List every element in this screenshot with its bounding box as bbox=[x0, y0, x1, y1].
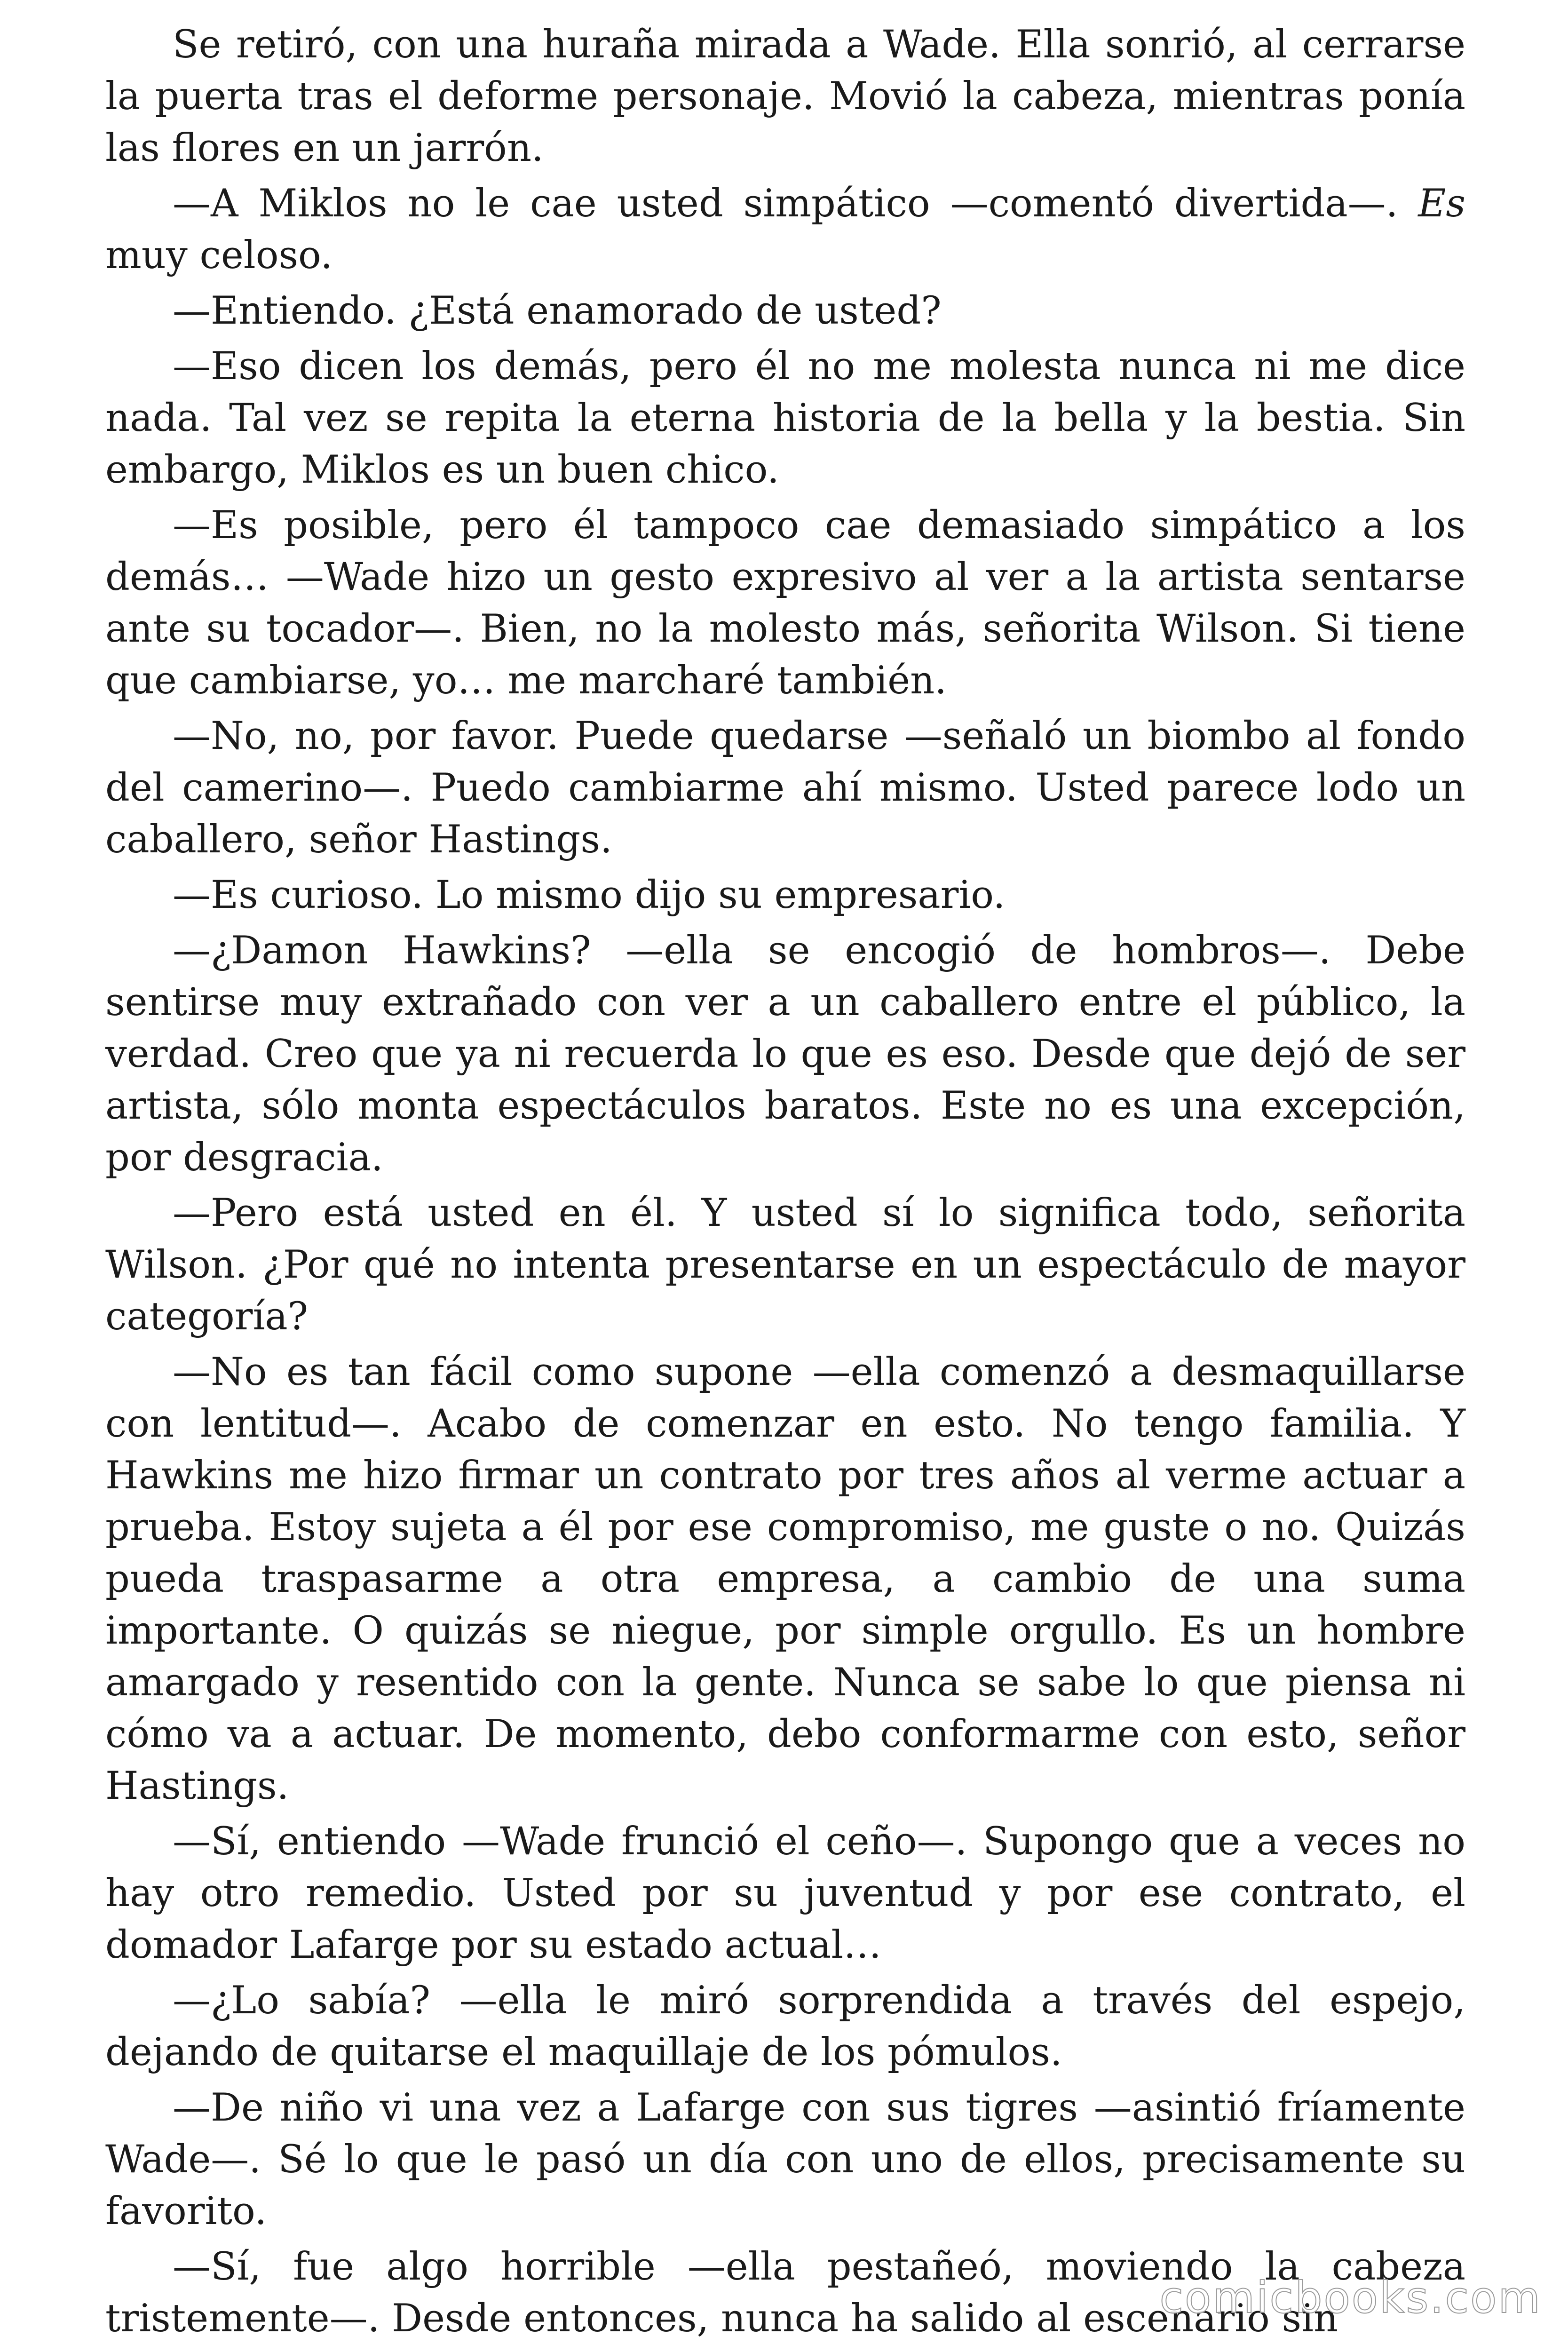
paragraph-9: —Pero está usted en él. Y usted sí lo significa todo, señorita Wilson. ¿Por qué no intenta presentarse en un espectáculo de mayor categoría? bbox=[105, 1191, 1465, 1339]
paragraph-4: —Eso dicen los demás, pero él no me molesta nunca ni me dice nada. Tal vez se repita la eterna historia de la bella y la bestia. Sin embargo, Miklos es un buen chico. bbox=[105, 344, 1465, 492]
paragraph-12: —¿Lo sabía? —ella le miró sorprendida a través del espejo, dejando de quitarse el maquillaje de los pómulos. bbox=[105, 1979, 1465, 2074]
paragraph-11: —Sí, entiendo —Wade frunció el ceño—. Supongo que a veces no hay otro remedio. Usted por su juventud y por ese contrato, el domador Lafarge por su estado actual… bbox=[105, 1820, 1465, 1967]
watermark: comicbooks.com bbox=[1159, 2273, 1542, 2323]
paragraph-2 bbox=[105, 178, 1465, 281]
paragraph-7: —Es curioso. Lo mismo dijo su empresario. bbox=[173, 873, 1006, 917]
paragraph-2-dialogue: —A Miklos no le cae usted simpático —comentó divertida—. bbox=[173, 182, 1418, 226]
paragraph-13: —De niño vi una vez a Lafarge con sus tigres —asintió fríamente Wade—. Sé lo que le pasó un día con uno de ellos, precisamente su favorito. bbox=[105, 2086, 1465, 2233]
paragraph-6: —No, no, por favor. Puede quedarse —señaló un biombo al fondo del camerino—. Puedo cambiarme ahí mismo. Usted parece lodo un caballero, señor Hastings. bbox=[105, 714, 1465, 862]
paragraph-5: —Es posible, pero él tampoco cae demasiado simpático a los demás… —Wade hizo un gesto expresivo al ver a la artista sentarse ante su tocador—. Bien, no la molesto más, señorita Wilson. Si tiene que cambiarse, yo… me marcharé también. bbox=[105, 503, 1465, 703]
paragraph-14: —Sí, fue algo horrible —ella pestañeó, moviendo la cabeza tristemente—. Desde entonces, nunca ha salido al escenario sin bbox=[105, 2245, 1465, 2341]
paragraph-2-emphasis: Es bbox=[1418, 182, 1465, 226]
book-page-text bbox=[105, 19, 1465, 2344]
paragraph-3: —Entiendo. ¿Está enamorado de usted? bbox=[173, 289, 942, 333]
paragraph-8: —¿Damon Hawkins? —ella se encogió de hombros—. Debe sentirse muy extrañado con ver a un caballero entre el público, la verdad. Creo que ya ni recuerda lo que es eso. Desde que dejó de ser artista, sólo monta espectáculos baratos. Este no es una excepción, por desgracia. bbox=[105, 929, 1465, 1180]
paragraph-2-tail: muy celoso. bbox=[105, 233, 333, 278]
paragraph-1: Se retiró, con una huraña mirada a Wade. Ella sonrió, al cerrarse la puerta tras el deforme personaje. Movió la cabeza, mientras ponía las flores en un jarrón. bbox=[105, 23, 1465, 170]
paragraph-10: —No es tan fácil como supone —ella comenzó a desmaquillarse con lentitud—. Acabo de comenzar en esto. No tengo familia. Y Hawkins me hizo firmar un contrato por tres años al verme actuar a prueba. Estoy sujeta a él por ese compromiso, me guste o no. Quizás pueda traspasarme a otra empresa, a cambio de una suma importante. O quizás se niegue, por simple orgullo. Es un hombre amargado y resentido con la gente. Nunca se sabe lo que piensa ni cómo va a actuar. De momento, debo conformarme con esto, señor Hastings. bbox=[105, 1350, 1465, 1808]
